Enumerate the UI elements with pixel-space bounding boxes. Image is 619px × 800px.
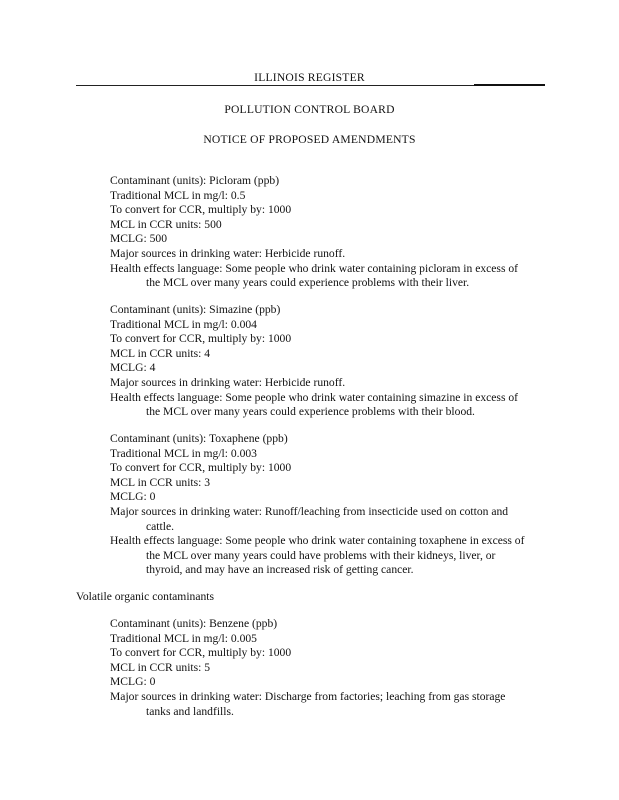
section-heading: Volatile organic contaminants	[76, 590, 215, 603]
traditional-mcl-line: Traditional MCL in mg/l: 0.005	[110, 631, 257, 645]
convert-line: To convert for CCR, multiply by: 1000	[110, 646, 292, 660]
health-line: Health effects language: Some people who drink water containing picloram in excess of	[110, 261, 519, 275]
sources-line: Major sources in drinking water: Runoff/leaching from insecticide used on cotton and	[110, 504, 509, 518]
sources-line-cont: tanks and landfills.	[146, 704, 234, 718]
health-line-cont: the MCL over many years could experience problems with their liver.	[146, 276, 470, 290]
agency-title: POLLUTION CONTROL BOARD	[224, 103, 395, 116]
contaminant-block-simazine	[110, 303, 560, 420]
health-line: Health effects language: Some people who drink water containing simazine in excess of	[110, 390, 519, 404]
traditional-mcl-line: Traditional MCL in mg/l: 0.004	[110, 317, 257, 331]
mclg-line: MCLG: 4	[110, 361, 156, 375]
sources-line: Major sources in drinking water: Discharge from factories; leaching from gas storage	[110, 689, 506, 703]
convert-line: To convert for CCR, multiply by: 1000	[110, 461, 292, 475]
contaminant-line: Contaminant (units): Toxaphene (ppb)	[110, 432, 288, 445]
sources-line-cont: cattle.	[146, 519, 174, 533]
contaminant-block-picloram	[110, 174, 560, 291]
register-title: ILLINOIS REGISTER	[254, 71, 365, 84]
contaminant-block-benzene	[110, 617, 560, 719]
sources-line: Major sources in drinking water: Herbicide runoff.	[110, 246, 346, 260]
mcl-ccr-line: MCL in CCR units: 3	[110, 475, 211, 489]
contaminant-line: Contaminant (units): Simazine (ppb)	[110, 303, 281, 316]
health-line: Health effects language: Some people who drink water containing toxaphene in excess of	[110, 534, 525, 548]
convert-line: To convert for CCR, multiply by: 1000	[110, 203, 292, 217]
traditional-mcl-line: Traditional MCL in mg/l: 0.003	[110, 446, 257, 460]
mcl-ccr-line: MCL in CCR units: 5	[110, 660, 211, 674]
mclg-line: MCLG: 500	[110, 232, 168, 246]
sources-line: Major sources in drinking water: Herbicide runoff.	[110, 375, 346, 389]
contaminant-line: Contaminant (units): Picloram (ppb)	[110, 174, 280, 187]
health-line-cont: the MCL over many years could experience problems with their blood.	[146, 405, 475, 419]
mcl-ccr-line: MCL in CCR units: 500	[110, 217, 222, 231]
header-rule-accent	[474, 84, 545, 86]
notice-title: NOTICE OF PROPOSED AMENDMENTS	[203, 133, 416, 146]
contaminant-line: Contaminant (units): Benzene (ppb)	[110, 617, 278, 630]
contaminant-block-toxaphene	[110, 432, 560, 578]
convert-line: To convert for CCR, multiply by: 1000	[110, 332, 292, 346]
health-line-cont: the MCL over many years could have problems with their kidneys, liver, or	[146, 548, 496, 562]
mcl-ccr-line: MCL in CCR units: 4	[110, 346, 211, 360]
mclg-line: MCLG: 0	[110, 490, 156, 504]
mclg-line: MCLG: 0	[110, 675, 156, 689]
health-line-cont: thyroid, and may have an increased risk of getting cancer.	[146, 563, 414, 577]
traditional-mcl-line: Traditional MCL in mg/l: 0.5	[110, 188, 246, 202]
